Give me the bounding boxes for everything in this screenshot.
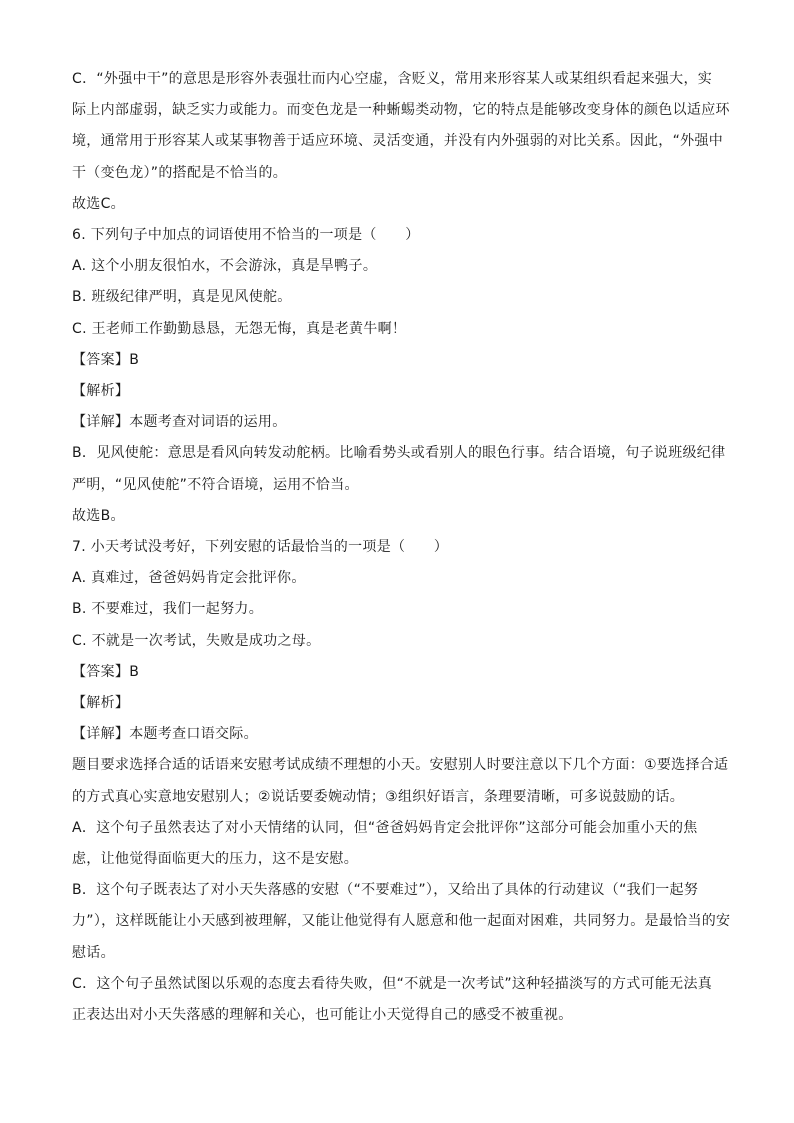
detail-line: 【详解】本题考查口语交际。 [72,726,258,743]
explanation-line: 题目要求选择合适的话语来安慰考试成绩不理想的小天。安慰别人时要注意以下几个方面：①要选择合适 [72,757,729,774]
text-line: 干（变色龙）”的搭配是不恰当的。 [72,164,288,181]
document-body [72,64,731,1031]
explanation-line: 的方式真心实意地安慰别人；②说话要委婉动情；③组织好语言，条理要清晰，可多说鼓励的话。 [72,788,684,805]
option-b: B. 不要难过，我们一起努力。 [72,601,264,618]
option-a: A. 真难过，爸爸妈妈肯定会批评你。 [72,570,306,587]
explanation-line: 严明，“见风使舵”不符合语境，运用不恰当。 [72,476,359,493]
explanation-line: C．这个句子虽然试图以乐观的态度去看待失败，但“不就是一次考试”这种轻描淡写的方式可能无法真 [72,975,713,992]
explanation-line: 正表达出对小天失落感的理解和关心，也可能让小天觉得自己的感受不被重视。 [72,1007,573,1024]
answer-label: 【答案】B [72,351,140,368]
explanation-line: B．见风使舵：意思是看风向转发动舵柄。比喻看势头或看别人的眼色行事。结合语境，句子说班级纪律 [72,445,726,462]
option-c-explanation [72,64,730,189]
conclusion-line: 故选B。 [72,507,125,524]
text-line: 际上内部虚弱，缺乏实力或能力。而变色龙是一种蜥蜴类动物，它的特点是能够改变身体的颜色以适应环 [72,102,730,119]
explanation-line: 力”），这样既能让小天感到被理解，又能让他觉得有人愿意和他一起面对困难，共同努力。是最恰当的安 [72,913,731,930]
answer-label: 【答案】B [72,663,140,680]
explanation-line: 虑，让他觉得面临更大的压力，这不是安慰。 [72,851,358,868]
explanation-line: 慰话。 [72,944,115,961]
explanation-line: A．这个句子虽然表达了对小天情绪的认同，但“爸爸妈妈肯定会批评你”这部分可能会加重小天的焦 [72,819,698,836]
explanation-line: B．这个句子既表达了对小天失落感的安慰（“不要难过”），又给出了具体的行动建议（“我们一起努 [72,882,699,899]
analysis-label: 【解析】 [72,695,130,712]
question-stem: 6. 下列句子中加点的词语使用不恰当的一项是（ ） [72,227,420,244]
option-c: C. 不就是一次考试，失败是成功之母。 [72,632,321,649]
text-line: 境，通常用于形容某人或某事物善于适应环境、灵活变通，并没有内外强弱的对比关系。因此，“外强中 [72,133,724,150]
detail-line: 【详解】本题考查对词语的运用。 [72,414,287,431]
option-c: C. 王老师工作勤勤恳恳，无怨无悔，真是老黄牛啊！ [72,320,407,337]
q5-conclusion: 故选C。 [72,195,125,212]
question-7 [72,532,731,1031]
option-b: B. 班级纪律严明，真是见风使舵。 [72,289,292,306]
text-line: C．“外强中干”的意思是形容外表强壮而内心空虚，含贬义，常用来形容某人或某组织看起来强大，实 [72,71,713,87]
question-6 [72,220,726,532]
question-stem: 7. 小天考试没考好，下列安慰的话最恰当的一项是（ ） [72,539,449,556]
analysis-label: 【解析】 [72,383,130,400]
option-a: A. 这个小朋友很怕水，不会游泳，真是旱鸭子。 [72,258,378,275]
